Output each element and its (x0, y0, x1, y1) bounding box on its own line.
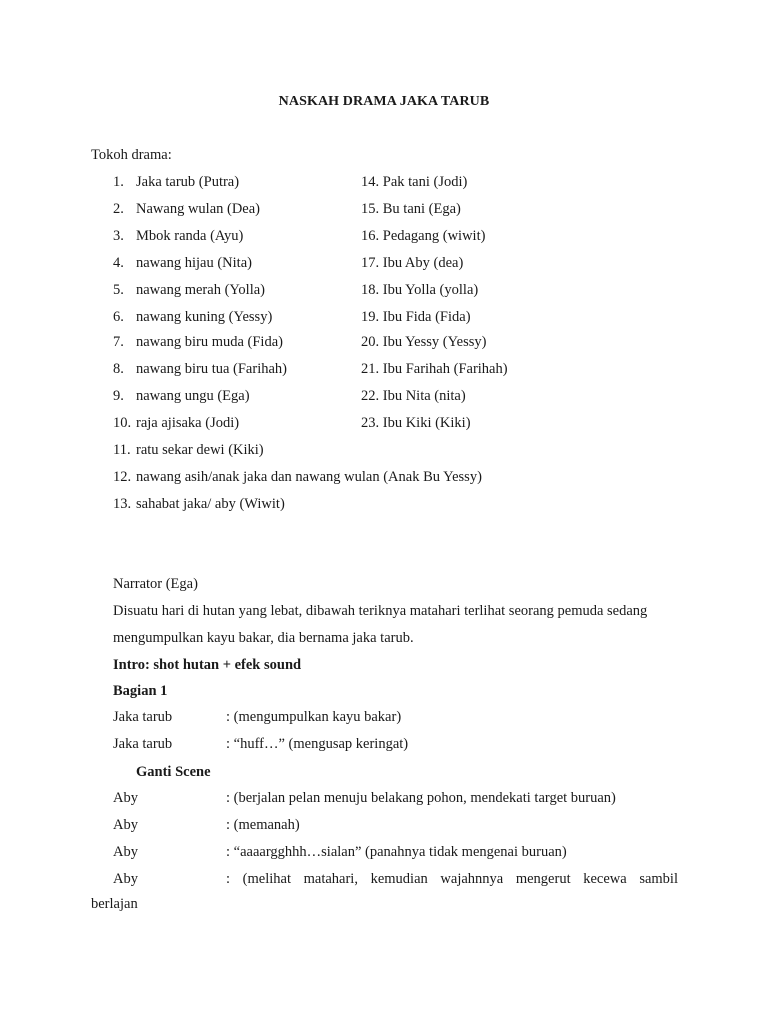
dialogue-text: : “aaaargghhh…sialan” (panahnya tidak mengenai buruan) (226, 844, 567, 860)
cast-number: 8. (113, 361, 124, 377)
dialogue-continuation: berlajan (91, 896, 138, 912)
page-title: NASKAH DRAMA JAKA TARUB (278, 94, 490, 109)
dialogue-text: : (mengumpulkan kayu bakar) (226, 709, 402, 725)
cast-name: Mbok randa (Ayu) (136, 228, 244, 244)
cast-number: 10. (113, 415, 132, 431)
cast-name: sahabat jaka/ aby (Wiwit) (136, 496, 285, 512)
word: kecewa (583, 871, 627, 887)
cast-name: nawang ungu (Ega) (136, 388, 250, 404)
dialogue-speaker: Aby (113, 871, 138, 887)
cast-name: nawang asih/anak jaka dan nawang wulan (Anak Bu Yessy) (136, 469, 482, 485)
dialogue-speaker: Jaka tarub (113, 736, 173, 752)
cast-item-right: 22. Ibu Nita (nita) (361, 388, 466, 404)
cast-number: 12. (113, 469, 132, 485)
cast-name: raja ajisaka (Jodi) (136, 415, 240, 431)
cast-number: 2. (113, 201, 124, 217)
dialogue-speaker: Aby (113, 817, 138, 833)
cast-name: nawang biru muda (Fida) (136, 334, 283, 350)
word: matahari, (303, 871, 358, 887)
cast-item-right: 15. Bu tani (Ega) (361, 201, 461, 217)
dialogue-text: : “huff…” (mengusap keringat) (226, 736, 409, 752)
cast-item-right: 17. Ibu Aby (dea) (361, 255, 464, 271)
cast-name: nawang hijau (Nita) (136, 255, 252, 271)
cast-name: nawang kuning (Yessy) (136, 309, 273, 325)
dialogue-speaker: Jaka tarub (113, 709, 173, 725)
word: mengerut (515, 871, 571, 887)
cast-item-right: 21. Ibu Farihah (Farihah) (361, 361, 508, 377)
cast-name: Jaka tarub (Putra) (136, 174, 240, 190)
cast-number: 4. (113, 255, 124, 271)
dialogue-speaker: Aby (113, 790, 138, 806)
scene-change-heading: Ganti Scene (136, 764, 211, 780)
word: kemudian (370, 871, 428, 887)
cast-item-right: 19. Ibu Fida (Fida) (361, 309, 471, 325)
narration-line: mengumpulkan kayu bakar, dia bernama jaka tarub. (113, 630, 414, 646)
dialogue-text-justified (226, 869, 678, 889)
cast-item-right: 16. Pedagang (wiwit) (361, 228, 486, 244)
word: : (226, 871, 231, 887)
dialogue-speaker: Aby (113, 844, 138, 860)
narrator-label: Narrator (Ega) (113, 576, 198, 592)
cast-number: 13. (113, 496, 132, 512)
word: (melihat (242, 871, 291, 887)
cast-number: 9. (113, 388, 124, 404)
cast-number: 5. (113, 282, 124, 298)
narration-line: Disuatu hari di hutan yang lebat, dibawah teriknya matahari terlihat seorang pemuda sedang (113, 603, 648, 619)
word: wajahnnya (440, 871, 504, 887)
cast-name: nawang merah (Yolla) (136, 282, 265, 298)
dialogue-text: : (berjalan pelan menuju belakang pohon, mendekati target buruan) (226, 790, 616, 806)
cast-number: 6. (113, 309, 124, 325)
cast-item-right: 20. Ibu Yessy (Yessy) (361, 334, 487, 350)
cast-number: 7. (113, 334, 124, 350)
cast-item-right: 23. Ibu Kiki (Kiki) (361, 415, 471, 431)
cast-number: 3. (113, 228, 124, 244)
cast-number: 1. (113, 174, 124, 190)
dialogue-text: : (memanah) (226, 817, 300, 833)
cast-name: Nawang wulan (Dea) (136, 201, 261, 217)
intro-heading: Intro: shot hutan + efek sound (113, 657, 302, 673)
section-heading: Bagian 1 (113, 683, 168, 699)
cast-name: ratu sekar dewi (Kiki) (136, 442, 264, 458)
cast-number: 11. (113, 442, 131, 458)
cast-item-right: 18. Ibu Yolla (yolla) (361, 282, 479, 298)
cast-name: nawang biru tua (Farihah) (136, 361, 287, 377)
cast-item-right: 14. Pak tani (Jodi) (361, 174, 468, 190)
word: sambil (639, 871, 678, 887)
cast-heading: Tokoh drama: (91, 147, 172, 163)
